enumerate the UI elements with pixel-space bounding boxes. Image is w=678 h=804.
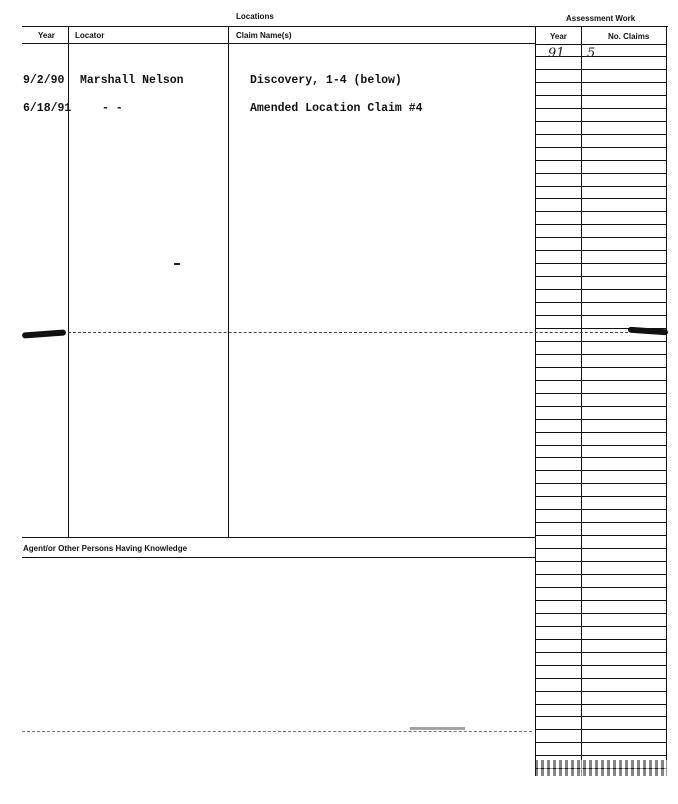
entry-2-claim: Amended Location Claim #4 [250, 102, 423, 115]
assessment-row-rule [535, 574, 667, 575]
assessment-row-rule [535, 82, 667, 83]
assessment-row-rule [535, 457, 667, 458]
assessment-row-rule [535, 716, 667, 717]
locations-bottom-rule [22, 537, 536, 538]
assessment-row-rule [535, 522, 667, 523]
agent-header-rule [22, 557, 536, 558]
assessment-row-rule [535, 134, 667, 135]
assessment-row-rule [535, 548, 667, 549]
assessment-row-rule [535, 211, 667, 212]
assessment-row-rule [535, 561, 667, 562]
claim-column-divider [228, 26, 229, 537]
assessment-row-rule [535, 665, 667, 666]
assessment-no-claims-column-header: No. Claims [608, 32, 650, 41]
assessment-row-rule [535, 445, 667, 446]
entry-1-locator: Marshall Nelson [80, 74, 184, 87]
assessment-row-rule [535, 587, 667, 588]
assessment-row-rule [535, 470, 667, 471]
assessment-row-rule [535, 341, 667, 342]
assessment-row-rule [535, 69, 667, 70]
assessment-row-rule [535, 691, 667, 692]
top-rule [22, 26, 668, 27]
assessment-row-rule [535, 393, 667, 394]
assessment-row-rule [535, 419, 667, 420]
assessment-row-rule [535, 509, 667, 510]
assessment-year-column-header: Year [550, 32, 567, 41]
claim-names-column-header: Claim Name(s) [236, 31, 292, 40]
assessment-row-rule [535, 186, 667, 187]
agent-header: Agent/or Other Persons Having Knowledge [23, 544, 188, 553]
assessment-row-rule [535, 742, 667, 743]
assessment-row-rule [535, 121, 667, 122]
assessment-row-rule [535, 432, 667, 433]
assessment-year-entry: 91 [548, 46, 565, 61]
bottom-smudge [410, 727, 465, 730]
assessment-row-rule [535, 613, 667, 614]
assessment-ruled-rows [535, 56, 667, 771]
assessment-row-rule [535, 729, 667, 730]
scan-mark-left [22, 329, 66, 338]
assessment-row-rule [535, 289, 667, 290]
assessment-row-rule [535, 276, 667, 277]
assessment-row-rule [535, 302, 667, 303]
assessment-row-rule [535, 755, 667, 756]
year-column-header: Year [38, 31, 55, 40]
assessment-row-rule [535, 483, 667, 484]
entry-1-year: 9/2/90 [23, 74, 65, 87]
assessment-row-rule [535, 198, 667, 199]
assessment-header-rule [535, 44, 667, 45]
assessment-row-rule [535, 108, 667, 109]
entry-2-year: 6/18/91 [23, 102, 72, 115]
assessment-row-rule [535, 380, 667, 381]
assessment-row-rule [535, 250, 667, 251]
assessment-row-rule [535, 704, 667, 705]
locations-header: Locations [236, 12, 274, 21]
bottom-dashed-line [22, 731, 532, 733]
assessment-row-rule [535, 535, 667, 536]
assessment-row-rule [535, 626, 667, 627]
assessment-row-rule [535, 224, 667, 225]
assessment-row-rule [535, 160, 667, 161]
assessment-work-header: Assessment Work [566, 14, 636, 23]
assessment-row-rule [535, 95, 667, 96]
assessment-row-rule [535, 678, 667, 679]
scan-dashed-line [68, 332, 628, 334]
assessment-row-rule [535, 263, 667, 264]
assessment-row-rule [535, 173, 667, 174]
bottom-scan-noise [535, 760, 667, 776]
header-rule [22, 43, 536, 44]
assessment-row-rule [535, 600, 667, 601]
assessment-row-rule [535, 406, 667, 407]
assessment-no-claims-entry: 5 [587, 46, 596, 61]
stray-mark [174, 263, 180, 265]
assessment-row-rule [535, 147, 667, 148]
assessment-row-rule [535, 354, 667, 355]
locator-column-header: Locator [75, 31, 105, 40]
entry-2-locator: - - [102, 102, 123, 115]
entry-1-claim: Discovery, 1-4 (below) [250, 74, 402, 87]
assessment-row-rule [535, 237, 667, 238]
assessment-row-rule [535, 496, 667, 497]
assessment-row-rule [535, 652, 667, 653]
assessment-row-rule [535, 367, 667, 368]
assessment-row-rule [535, 639, 667, 640]
assessment-row-rule [535, 315, 667, 316]
